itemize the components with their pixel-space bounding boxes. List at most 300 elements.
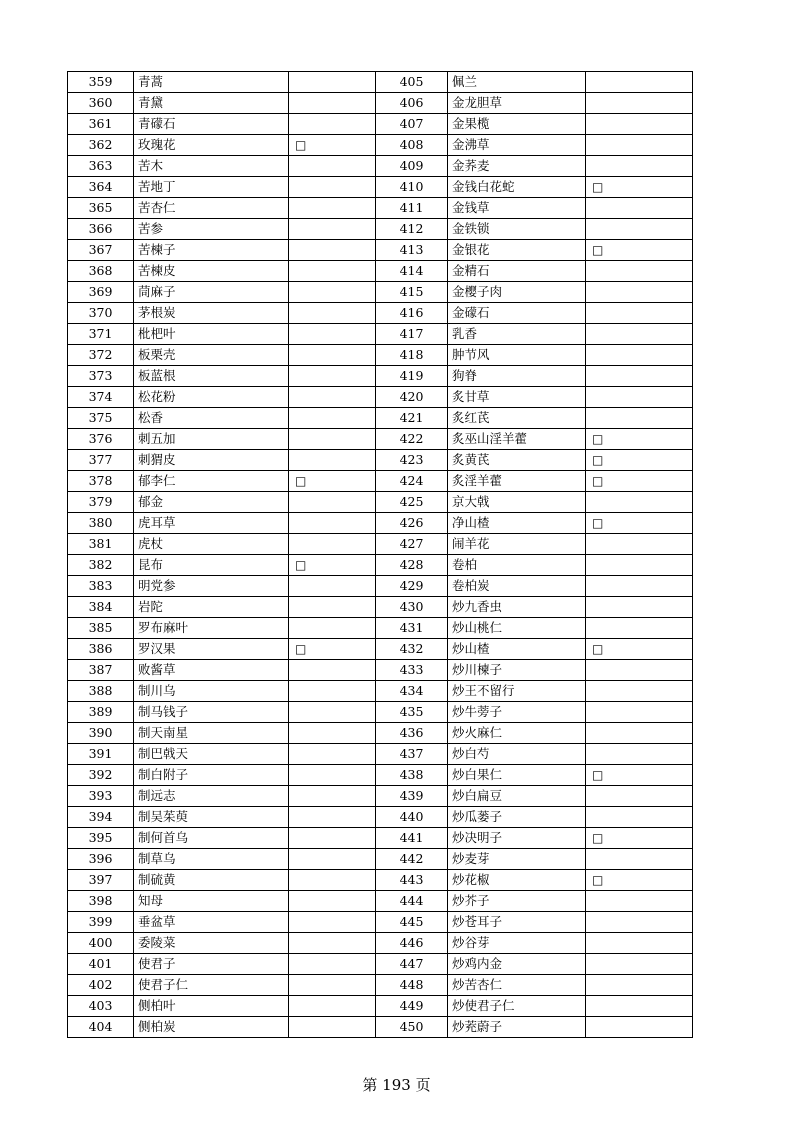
left-checkbox-cell [289,534,376,555]
table-row [68,996,693,1017]
right-herb-name-cell: 炒麦芽 [448,849,586,870]
right-number-cell: 426 [376,513,448,534]
left-checkbox-cell: □ [289,471,376,492]
table-row [68,135,693,156]
left-herb-name-cell: 明党参 [134,576,289,597]
right-herb-name-cell: 卷柏炭 [448,576,586,597]
left-number-cell: 385 [68,618,134,639]
right-checkbox-cell [586,156,693,177]
right-number-cell: 425 [376,492,448,513]
right-herb-name-cell: 炒瓜蒌子 [448,807,586,828]
left-number-cell: 374 [68,387,134,408]
right-checkbox-cell [586,345,693,366]
left-herb-name-cell: 郁李仁 [134,471,289,492]
left-number-cell: 398 [68,891,134,912]
left-herb-name-cell: 罗汉果 [134,639,289,660]
left-number-cell: 396 [68,849,134,870]
left-checkbox-cell [289,681,376,702]
right-checkbox-cell [586,387,693,408]
right-checkbox-cell [586,702,693,723]
left-herb-name-cell: 青礞石 [134,114,289,135]
left-herb-name-cell: 玫瑰花 [134,135,289,156]
left-checkbox-cell [289,891,376,912]
right-checkbox-cell [586,93,693,114]
table-row [68,72,693,93]
right-number-cell: 427 [376,534,448,555]
right-checkbox-cell: □ [586,177,693,198]
left-herb-name-cell: 知母 [134,891,289,912]
right-number-cell: 405 [376,72,448,93]
left-number-cell: 392 [68,765,134,786]
left-herb-name-cell: 昆布 [134,555,289,576]
left-checkbox-cell [289,408,376,429]
right-checkbox-cell [586,366,693,387]
left-herb-name-cell: 制马钱子 [134,702,289,723]
left-number-cell: 400 [68,933,134,954]
right-herb-name-cell: 炒苍耳子 [448,912,586,933]
left-number-cell: 387 [68,660,134,681]
left-checkbox-cell [289,345,376,366]
table-row [68,282,693,303]
right-number-cell: 429 [376,576,448,597]
table-row [68,198,693,219]
right-herb-name-cell: 炒决明子 [448,828,586,849]
left-herb-name-cell: 青蒿 [134,72,289,93]
left-checkbox-cell [289,828,376,849]
right-number-cell: 413 [376,240,448,261]
page-number: 第 193 页 [362,1076,431,1094]
right-herb-name-cell: 炒王不留行 [448,681,586,702]
left-number-cell: 361 [68,114,134,135]
right-number-cell: 424 [376,471,448,492]
right-number-cell: 444 [376,891,448,912]
right-herb-name-cell: 炙淫羊藿 [448,471,586,492]
right-number-cell: 417 [376,324,448,345]
left-number-cell: 360 [68,93,134,114]
left-herb-name-cell: 松香 [134,408,289,429]
right-checkbox-cell [586,135,693,156]
right-herb-name-cell: 炒白果仁 [448,765,586,786]
left-checkbox-cell [289,870,376,891]
right-number-cell: 415 [376,282,448,303]
left-herb-name-cell: 制川乌 [134,681,289,702]
left-number-cell: 378 [68,471,134,492]
left-herb-name-cell: 使君子 [134,954,289,975]
left-number-cell: 384 [68,597,134,618]
left-number-cell: 371 [68,324,134,345]
left-number-cell: 382 [68,555,134,576]
right-number-cell: 443 [376,870,448,891]
table-row [68,177,693,198]
left-herb-name-cell: 败酱草 [134,660,289,681]
right-herb-name-cell: 乳香 [448,324,586,345]
right-checkbox-cell [586,324,693,345]
left-herb-name-cell: 垂盆草 [134,912,289,933]
right-checkbox-cell [586,933,693,954]
right-checkbox-cell: □ [586,765,693,786]
right-number-cell: 440 [376,807,448,828]
left-number-cell: 399 [68,912,134,933]
left-herb-name-cell: 苦地丁 [134,177,289,198]
left-herb-name-cell: 制巴戟天 [134,744,289,765]
table-row [68,429,693,450]
left-checkbox-cell [289,765,376,786]
table-row [68,513,693,534]
left-checkbox-cell [289,429,376,450]
left-number-cell: 395 [68,828,134,849]
left-checkbox-cell [289,513,376,534]
right-checkbox-cell [586,849,693,870]
right-number-cell: 409 [376,156,448,177]
right-number-cell: 435 [376,702,448,723]
left-checkbox-cell: □ [289,639,376,660]
right-number-cell: 431 [376,618,448,639]
left-checkbox-cell [289,576,376,597]
right-herb-name-cell: 炒芥子 [448,891,586,912]
right-number-cell: 406 [376,93,448,114]
right-checkbox-cell [586,576,693,597]
left-herb-name-cell: 枇杷叶 [134,324,289,345]
left-number-cell: 376 [68,429,134,450]
right-number-cell: 408 [376,135,448,156]
table-row [68,765,693,786]
left-number-cell: 380 [68,513,134,534]
table-row [68,114,693,135]
table-row [68,786,693,807]
right-herb-name-cell: 炒九香虫 [448,597,586,618]
left-checkbox-cell [289,324,376,345]
right-checkbox-cell [586,786,693,807]
table-row [68,723,693,744]
left-number-cell: 404 [68,1017,134,1038]
left-checkbox-cell [289,954,376,975]
left-number-cell: 370 [68,303,134,324]
right-number-cell: 416 [376,303,448,324]
right-herb-name-cell: 炙黄芪 [448,450,586,471]
herb-list-table [67,71,693,1038]
left-herb-name-cell: 苦木 [134,156,289,177]
left-herb-name-cell: 刺五加 [134,429,289,450]
left-number-cell: 365 [68,198,134,219]
right-checkbox-cell [586,975,693,996]
left-checkbox-cell [289,996,376,1017]
herb-list-table-container [67,71,692,1038]
left-number-cell: 394 [68,807,134,828]
right-herb-name-cell: 炒川楝子 [448,660,586,681]
right-herb-name-cell: 金钱草 [448,198,586,219]
left-number-cell: 401 [68,954,134,975]
table-row [68,597,693,618]
left-checkbox-cell [289,597,376,618]
right-number-cell: 446 [376,933,448,954]
right-number-cell: 448 [376,975,448,996]
right-checkbox-cell: □ [586,513,693,534]
left-checkbox-cell [289,1017,376,1038]
left-number-cell: 367 [68,240,134,261]
right-number-cell: 422 [376,429,448,450]
right-number-cell: 447 [376,954,448,975]
table-row [68,450,693,471]
left-number-cell: 373 [68,366,134,387]
right-checkbox-cell [586,492,693,513]
right-number-cell: 418 [376,345,448,366]
table-row [68,849,693,870]
left-checkbox-cell [289,72,376,93]
right-number-cell: 438 [376,765,448,786]
left-checkbox-cell [289,660,376,681]
left-number-cell: 391 [68,744,134,765]
left-checkbox-cell [289,366,376,387]
left-checkbox-cell [289,177,376,198]
table-row [68,870,693,891]
right-checkbox-cell [586,912,693,933]
left-herb-name-cell: 板蓝根 [134,366,289,387]
table-row [68,618,693,639]
right-herb-name-cell: 金银花 [448,240,586,261]
left-herb-name-cell: 制硫黄 [134,870,289,891]
right-herb-name-cell: 金铁锁 [448,219,586,240]
table-row [68,387,693,408]
left-checkbox-cell [289,93,376,114]
right-checkbox-cell [586,198,693,219]
right-herb-name-cell: 金钱白花蛇 [448,177,586,198]
right-number-cell: 421 [376,408,448,429]
left-number-cell: 383 [68,576,134,597]
right-checkbox-cell [586,1017,693,1038]
left-herb-name-cell: 制草乌 [134,849,289,870]
left-herb-name-cell: 罗布麻叶 [134,618,289,639]
left-herb-name-cell: 苦楝皮 [134,261,289,282]
right-checkbox-cell: □ [586,471,693,492]
left-herb-name-cell: 虎杖 [134,534,289,555]
right-number-cell: 412 [376,219,448,240]
left-number-cell: 375 [68,408,134,429]
right-number-cell: 419 [376,366,448,387]
table-row [68,954,693,975]
table-row [68,303,693,324]
table-row [68,660,693,681]
table-row [68,345,693,366]
table-row [68,366,693,387]
table-row [68,933,693,954]
left-checkbox-cell [289,492,376,513]
left-checkbox-cell: □ [289,555,376,576]
right-herb-name-cell: 狗脊 [448,366,586,387]
table-row [68,912,693,933]
left-herb-name-cell: 板栗壳 [134,345,289,366]
left-checkbox-cell [289,114,376,135]
right-number-cell: 439 [376,786,448,807]
left-number-cell: 362 [68,135,134,156]
right-herb-name-cell: 金精石 [448,261,586,282]
left-checkbox-cell [289,933,376,954]
table-row [68,408,693,429]
left-checkbox-cell [289,702,376,723]
left-checkbox-cell [289,975,376,996]
table-row [68,891,693,912]
right-checkbox-cell [586,597,693,618]
right-herb-name-cell: 金龙胆草 [448,93,586,114]
right-checkbox-cell: □ [586,639,693,660]
table-row [68,240,693,261]
right-number-cell: 449 [376,996,448,1017]
left-number-cell: 397 [68,870,134,891]
right-herb-name-cell: 金礞石 [448,303,586,324]
right-number-cell: 414 [376,261,448,282]
right-number-cell: 410 [376,177,448,198]
left-herb-name-cell: 刺猬皮 [134,450,289,471]
right-herb-name-cell: 肿节风 [448,345,586,366]
right-herb-name-cell: 金沸草 [448,135,586,156]
left-checkbox-cell [289,912,376,933]
left-herb-name-cell: 虎耳草 [134,513,289,534]
left-herb-name-cell: 制何首乌 [134,828,289,849]
left-number-cell: 359 [68,72,134,93]
right-herb-name-cell: 炒茺蔚子 [448,1017,586,1038]
left-number-cell: 390 [68,723,134,744]
left-herb-name-cell: 青黛 [134,93,289,114]
left-herb-name-cell: 苦杏仁 [134,198,289,219]
left-herb-name-cell: 制白附子 [134,765,289,786]
left-checkbox-cell [289,282,376,303]
right-number-cell: 420 [376,387,448,408]
right-checkbox-cell [586,219,693,240]
left-checkbox-cell: □ [289,135,376,156]
right-checkbox-cell [586,534,693,555]
table-row [68,93,693,114]
right-checkbox-cell [586,954,693,975]
right-herb-name-cell: 京大戟 [448,492,586,513]
right-herb-name-cell: 净山楂 [448,513,586,534]
left-number-cell: 372 [68,345,134,366]
left-checkbox-cell [289,387,376,408]
left-herb-name-cell: 松花粉 [134,387,289,408]
right-checkbox-cell [586,744,693,765]
left-checkbox-cell [289,261,376,282]
left-herb-name-cell: 制吴茱萸 [134,807,289,828]
table-row [68,471,693,492]
table-row [68,702,693,723]
left-checkbox-cell [289,744,376,765]
right-checkbox-cell [586,282,693,303]
right-herb-name-cell: 炒白芍 [448,744,586,765]
left-checkbox-cell [289,303,376,324]
left-herb-name-cell: 制远志 [134,786,289,807]
left-checkbox-cell [289,786,376,807]
left-checkbox-cell [289,198,376,219]
table-row [68,807,693,828]
right-checkbox-cell [586,996,693,1017]
table-body [68,72,693,1038]
left-number-cell: 388 [68,681,134,702]
left-checkbox-cell [289,807,376,828]
right-herb-name-cell: 金果榄 [448,114,586,135]
table-row [68,555,693,576]
left-number-cell: 369 [68,282,134,303]
right-herb-name-cell: 炒使君子仁 [448,996,586,1017]
right-herb-name-cell: 炒鸡内金 [448,954,586,975]
left-number-cell: 363 [68,156,134,177]
left-checkbox-cell [289,156,376,177]
table-row [68,261,693,282]
right-number-cell: 423 [376,450,448,471]
right-checkbox-cell [586,555,693,576]
right-checkbox-cell [586,261,693,282]
right-herb-name-cell: 金樱子肉 [448,282,586,303]
table-row [68,156,693,177]
table-row [68,534,693,555]
table-row [68,324,693,345]
left-number-cell: 379 [68,492,134,513]
left-herb-name-cell: 茅根炭 [134,303,289,324]
right-checkbox-cell: □ [586,429,693,450]
right-checkbox-cell [586,618,693,639]
right-number-cell: 407 [376,114,448,135]
table-row [68,975,693,996]
left-herb-name-cell: 苦参 [134,219,289,240]
right-checkbox-cell [586,891,693,912]
right-checkbox-cell [586,807,693,828]
left-herb-name-cell: 茼麻子 [134,282,289,303]
left-number-cell: 368 [68,261,134,282]
right-herb-name-cell: 佩兰 [448,72,586,93]
left-number-cell: 393 [68,786,134,807]
right-checkbox-cell [586,72,693,93]
left-herb-name-cell: 侧柏炭 [134,1017,289,1038]
left-herb-name-cell: 岩陀 [134,597,289,618]
right-number-cell: 433 [376,660,448,681]
right-number-cell: 436 [376,723,448,744]
right-checkbox-cell [586,723,693,744]
right-herb-name-cell: 炒谷芽 [448,933,586,954]
left-number-cell: 364 [68,177,134,198]
table-row [68,492,693,513]
left-herb-name-cell: 委陵菜 [134,933,289,954]
table-row [68,828,693,849]
right-number-cell: 442 [376,849,448,870]
right-checkbox-cell [586,114,693,135]
table-row [68,1017,693,1038]
right-herb-name-cell: 炒花椒 [448,870,586,891]
right-herb-name-cell: 炙红芪 [448,408,586,429]
left-number-cell: 377 [68,450,134,471]
right-number-cell: 445 [376,912,448,933]
right-checkbox-cell: □ [586,870,693,891]
table-row [68,681,693,702]
left-herb-name-cell: 使君子仁 [134,975,289,996]
table-row [68,744,693,765]
left-checkbox-cell [289,450,376,471]
table-row [68,219,693,240]
left-herb-name-cell: 郁金 [134,492,289,513]
right-checkbox-cell [586,408,693,429]
left-number-cell: 389 [68,702,134,723]
right-checkbox-cell [586,681,693,702]
right-checkbox-cell [586,303,693,324]
left-herb-name-cell: 苦楝子 [134,240,289,261]
right-herb-name-cell: 卷柏 [448,555,586,576]
right-herb-name-cell: 炒火麻仁 [448,723,586,744]
right-herb-name-cell: 闹羊花 [448,534,586,555]
left-checkbox-cell [289,723,376,744]
right-checkbox-cell: □ [586,828,693,849]
left-number-cell: 386 [68,639,134,660]
left-number-cell: 402 [68,975,134,996]
right-checkbox-cell: □ [586,450,693,471]
right-herb-name-cell: 炒苦杏仁 [448,975,586,996]
table-row [68,576,693,597]
right-herb-name-cell: 炒山楂 [448,639,586,660]
